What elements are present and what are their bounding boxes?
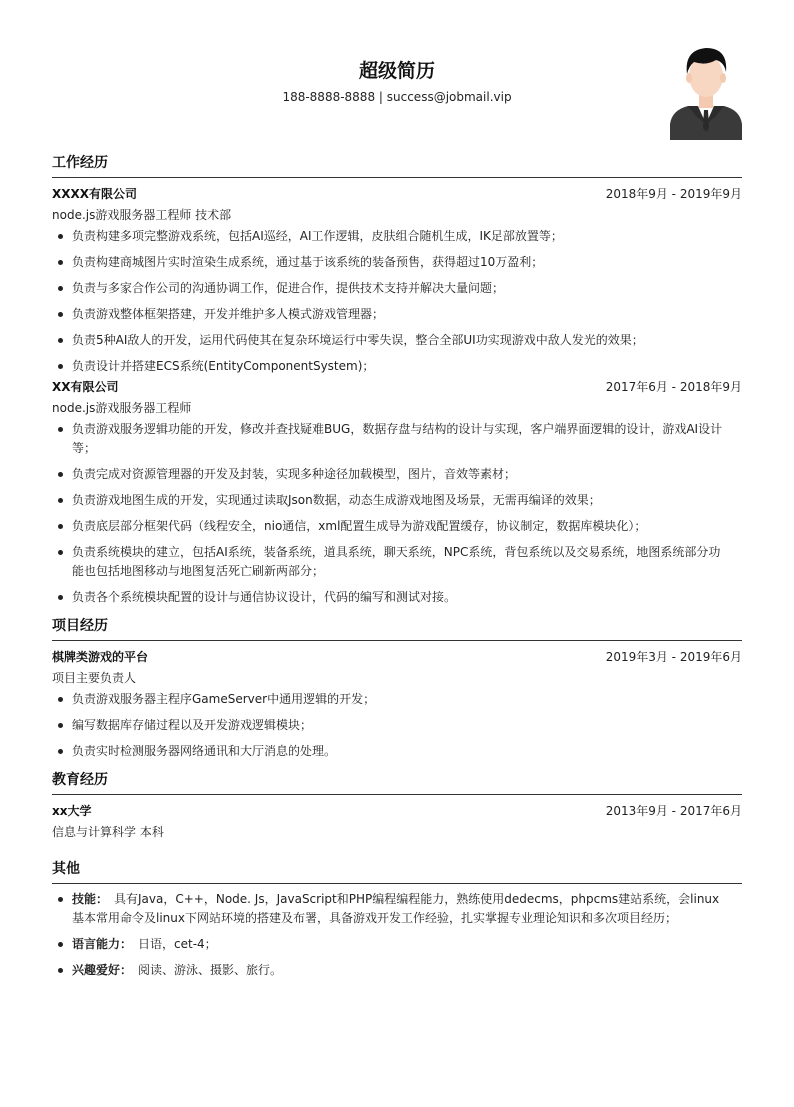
item-label: 兴趣爱好： <box>72 963 133 977</box>
item-label: 语言能力： <box>72 937 133 951</box>
section-divider <box>52 883 742 884</box>
contact-line: 188-8888-8888 | success@jobmail.vip <box>282 90 512 104</box>
project-entry <box>52 647 742 761</box>
list-item: 兴趣爱好： 阅读、游泳、摄影、旅行。 <box>52 961 742 980</box>
resume-header <box>52 0 742 150</box>
list-item: 负责实时检测服务器网络通讯和大厅消息的处理。 <box>52 742 742 761</box>
bullet-icon <box>58 312 63 317</box>
bullet-icon <box>58 595 63 600</box>
degree: 信息与计算科学 本科 <box>52 825 164 839</box>
company-name: XX有限公司 <box>52 380 119 394</box>
date-range: 2018年9月 - 2019年9月 <box>605 187 742 201</box>
avatar <box>670 44 742 140</box>
list-item: 负责各个系统模块配置的设计与通信协议设计，代码的编写和测试对接。 <box>52 588 742 607</box>
section-title: 工作经历 <box>52 155 108 171</box>
list-item: 负责与多家合作公司的沟通协调工作，促进合作，提供技术支持并解决大量问题； <box>52 279 742 298</box>
section-divider <box>52 640 742 641</box>
bullet-icon <box>58 472 63 477</box>
bullet-icon <box>58 697 63 702</box>
company-name: XXXX有限公司 <box>52 187 138 201</box>
bullet-icon <box>58 498 63 503</box>
list-item: 负责游戏地图生成的开发，实现通过读取Json数据，动态生成游戏地图及场景，无需再编译的效果； <box>52 491 742 510</box>
section-title: 其他 <box>52 861 80 877</box>
bullet-icon <box>58 550 63 555</box>
date-range: 2017年6月 - 2018年9月 <box>605 380 742 394</box>
candidate-name: 超级简历 <box>358 60 435 82</box>
bullet-icon <box>58 968 63 973</box>
list-item: 负责构建商城图片实时渲染生成系统，通过基于该系统的装备预售，获得超过10万盈利； <box>52 253 742 272</box>
resume-page <box>52 0 742 987</box>
bullet-icon <box>58 897 63 902</box>
list-item: 负责完成对资源管理器的开发及封装，实现多种途径加载模型，图片，音效等素材； <box>52 465 742 484</box>
job-title: node.js游戏服务器工程师 技术部 <box>52 208 232 222</box>
job-title: node.js游戏服务器工程师 <box>52 401 192 415</box>
bullet-icon <box>58 524 63 529</box>
bullet-icon <box>58 234 63 239</box>
section-title: 项目经历 <box>52 618 108 634</box>
list-item: 负责设计并搭建ECS系统(EntityComponentSystem)； <box>52 357 742 376</box>
school-name: xx大学 <box>52 804 92 818</box>
work-entry <box>52 184 742 376</box>
date-range: 2013年9月 - 2017年6月 <box>605 804 742 818</box>
projects-section <box>52 615 742 761</box>
bullet-icon <box>58 260 63 265</box>
list-item: 负责游戏整体框架搭建，开发并维护多人模式游戏管理器； <box>52 305 742 324</box>
list-item: 编写数据库存储过程以及开发游戏逻辑模块； <box>52 716 742 735</box>
work-section <box>52 152 742 607</box>
list-item: 负责游戏服务逻辑功能的开发，修改并查找疑难BUG，数据存盘与结构的设计与实现，客户端界面逻辑的设计，游戏AI设计等； <box>52 420 742 458</box>
bullet-icon <box>58 723 63 728</box>
bullet-icon <box>58 338 63 343</box>
project-name: 棋牌类游戏的平台 <box>52 650 149 664</box>
list-item: 负责5种AI敌人的开发，运用代码使其在复杂环境运行中零失误，整合全部UI功实现游戏中敌人发光的效果； <box>52 331 742 350</box>
other-section <box>52 858 742 980</box>
list-item: 技能： 具有Java，C++，Node. Js，JavaScript和PHP编程编程能力，熟练使用dedecms，phpcms建站系统，会linux 基本常用命令及linux下网站环境的搭建及布署，具备游戏开发工作经验，扎实掌握专业理论知识和多次项目经历； <box>52 890 742 928</box>
list-item: 负责游戏服务器主程序GameServer中通用逻辑的开发； <box>52 690 742 709</box>
bullet-icon <box>58 942 63 947</box>
list-item: 负责系统模块的建立，包括AI系统，装备系统，道具系统，聊天系统，NPC系统，背包系统以及交易系统，地图系统部分功能也包括地图移动与地图复活死亡刷新两部分； <box>52 543 742 581</box>
bullet-icon <box>58 286 63 291</box>
list-item: 负责底层部分框架代码（线程安全，nio通信，xml配置生成导为游戏配置缓存，协议制定，数据库模块化）； <box>52 517 742 536</box>
date-range: 2019年3月 - 2019年6月 <box>605 650 742 664</box>
project-role: 项目主要负责人 <box>52 671 137 685</box>
list-item: 语言能力： 日语，cet-4； <box>52 935 742 954</box>
bullet-icon <box>58 364 63 369</box>
list-item: 负责构建多项完整游戏系统，包括AI巡经，AI工作逻辑，皮肤组合随机生成，IK足部放置等； <box>52 227 742 246</box>
section-divider <box>52 177 742 178</box>
bullet-icon <box>58 749 63 754</box>
item-label: 技能： <box>72 892 109 906</box>
work-entry <box>52 377 742 607</box>
section-divider <box>52 794 742 795</box>
education-section <box>52 769 742 844</box>
section-title: 教育经历 <box>52 772 108 788</box>
bullet-icon <box>58 427 63 432</box>
